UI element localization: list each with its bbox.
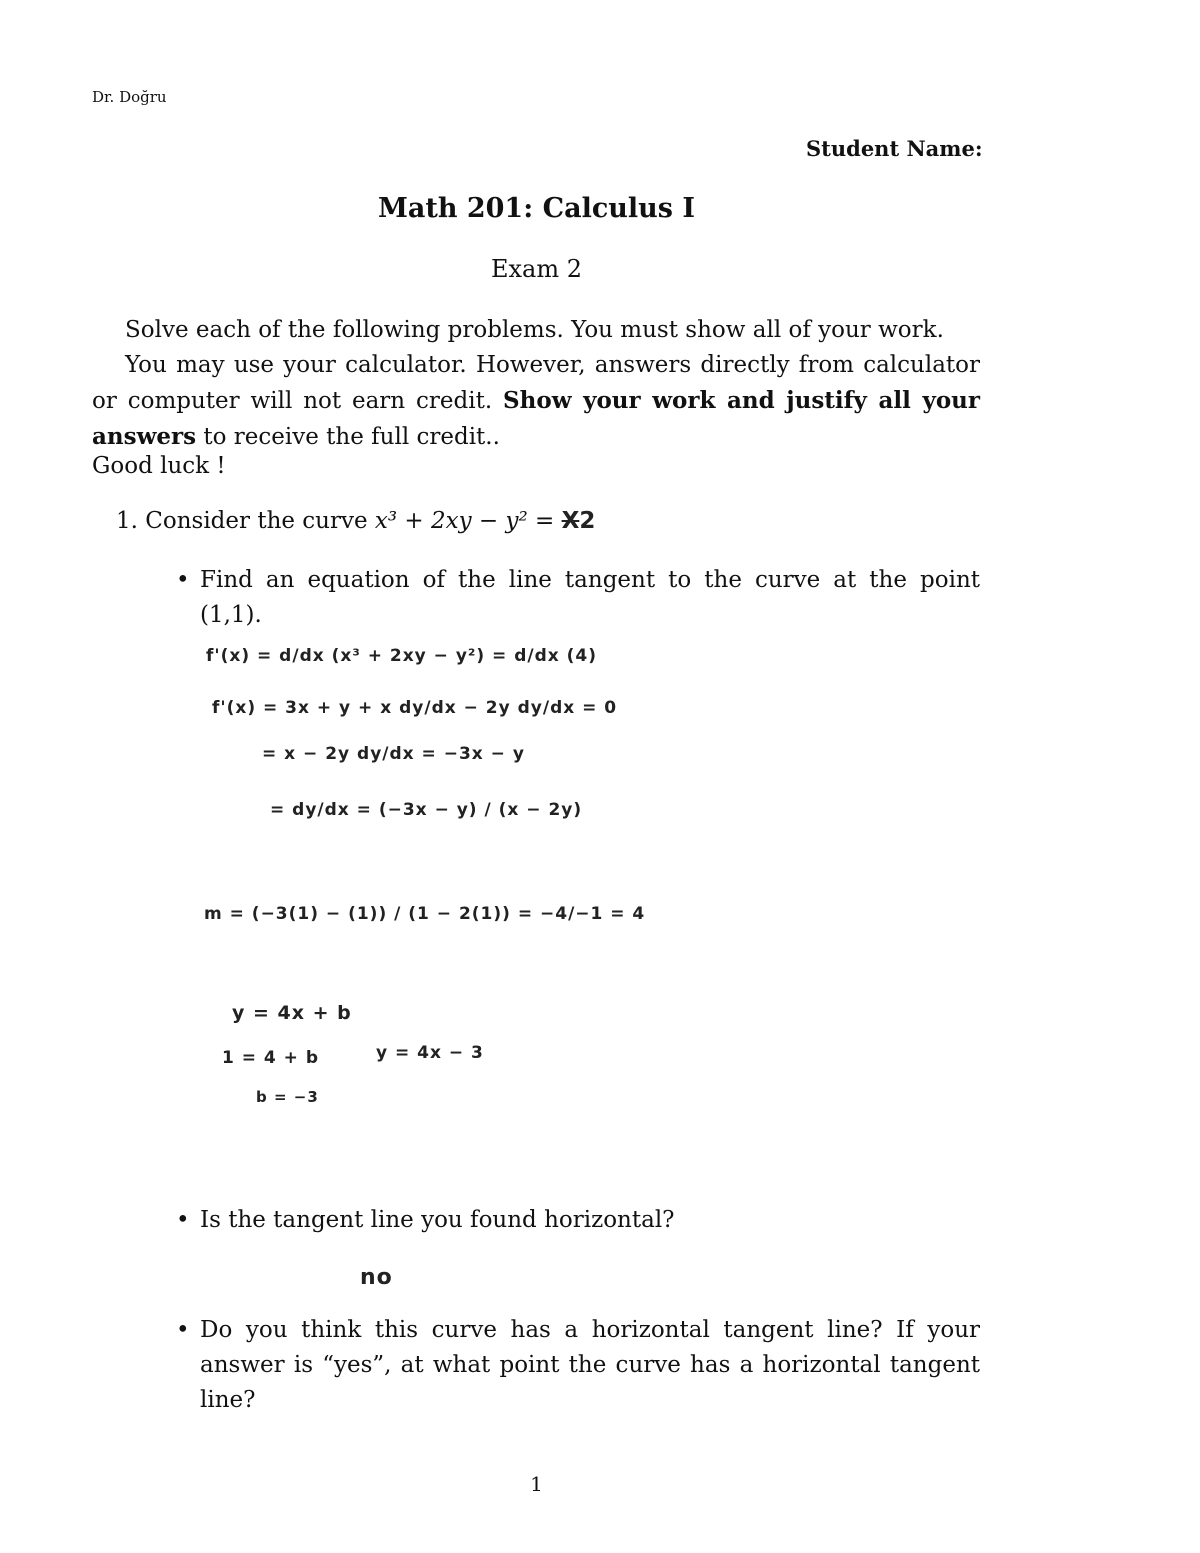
question-equation: x³ + 2xy − y² = <box>374 508 562 534</box>
bullet-horizontal-question <box>176 1203 980 1243</box>
bullet-horizontal-tangent-question <box>176 1313 980 1423</box>
crossed-out-value: X <box>561 508 580 534</box>
bullet-text: Find an equation of the line tangent to the curve at the point (1,1). <box>200 567 980 628</box>
bullet-text: Do you think this curve has a horizontal tangent line? If your answer is “yes”, at what point the curve has a horizontal tangent line? <box>200 1317 980 1413</box>
student-name-label: Student Name: <box>806 136 983 161</box>
instructions-tail: to receive the full credit.. <box>196 424 500 450</box>
instructions-bold: Show your work and justify all your answers <box>92 387 981 450</box>
handwritten-answer-no: no <box>360 1265 393 1290</box>
bullet-dot: • <box>176 1317 190 1343</box>
handwritten-eq-2: 1 = 4 + b <box>222 1048 319 1068</box>
page-number: 1 <box>530 1472 543 1496</box>
handwritten-answer-line: y = 4x − 3 <box>376 1043 484 1063</box>
question-1 <box>116 508 595 534</box>
instructions-line-1: Solve each of the following problems. You must show all of your work. <box>125 317 944 343</box>
handwritten-line-1: f'(x) = d/dx (x³ + 2xy − y²) = d/dx (4) <box>206 646 598 666</box>
instructions-text: You may use your calculator. However, answers directly from calculator or computer will not earn credit. <box>92 352 980 414</box>
handwritten-eq-1: y = 4x + b <box>232 1002 352 1024</box>
question-prompt: Consider the curve <box>145 508 375 534</box>
bullet-dot: • <box>176 567 190 593</box>
question-number: 1. <box>116 508 138 534</box>
bullet-text: Is the tangent line you found horizontal? <box>200 1207 675 1233</box>
handwritten-eq-3: b = −3 <box>256 1088 319 1106</box>
handwritten-slope: m = (−3(1) − (1)) / (1 − 2(1)) = −4/−1 = 4 <box>204 904 646 924</box>
exam-subtitle: Exam 2 <box>490 255 583 283</box>
bullet-dot: • <box>176 1207 190 1233</box>
exam-title: Math 201: Calculus I <box>377 193 696 224</box>
handwritten-line-3: = x − 2y dy/dx = −3x − y <box>262 744 525 764</box>
bullet-tangent-line <box>176 563 980 643</box>
good-luck: Good luck ! <box>92 453 226 479</box>
author-name: Dr. Doğru <box>92 88 167 106</box>
handwritten-line-2: f'(x) = 3x + y + x dy/dx − 2y dy/dx = 0 <box>212 698 618 718</box>
instructions-paragraph <box>92 348 980 455</box>
handwritten-line-4: = dy/dx = (−3x − y) / (x − 2y) <box>270 800 583 820</box>
handwritten-value: 2 <box>579 508 596 534</box>
